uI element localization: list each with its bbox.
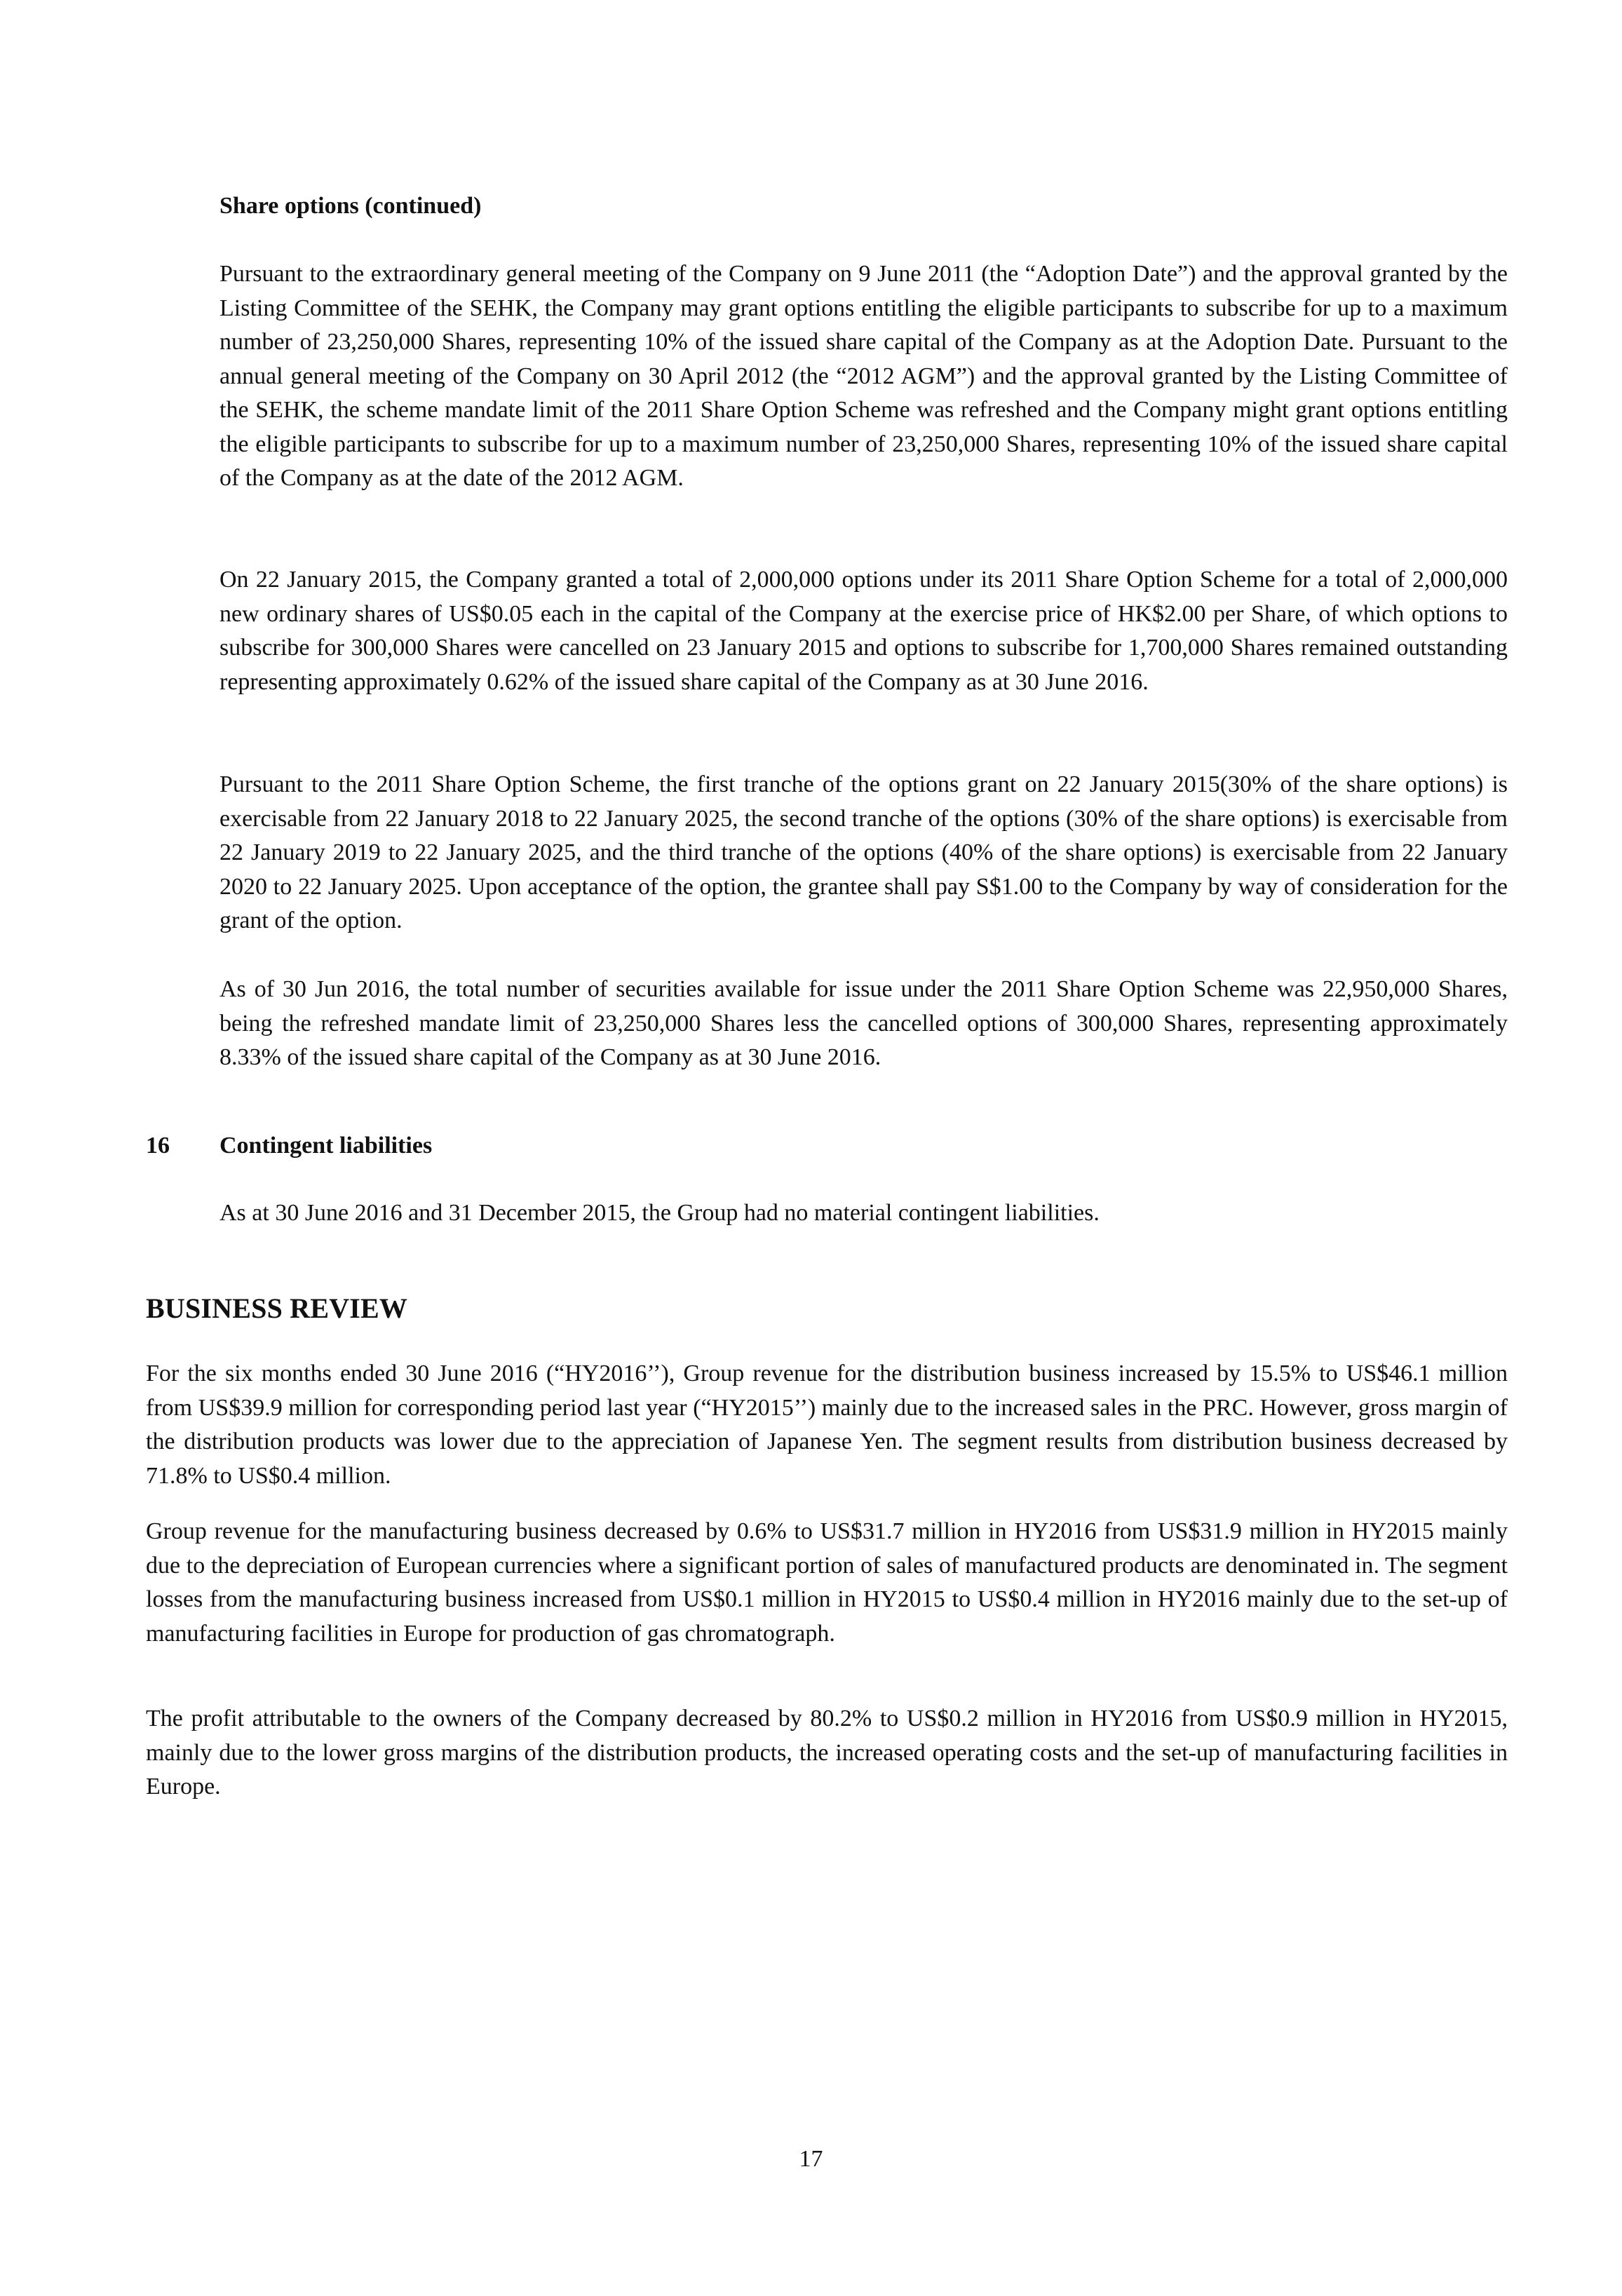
business-review-paragraph-3: The profit attributable to the owners of the Company decreased by 80.2% to US$0.2 million in HY2016 from US$0.9 million in HY2015, mainly due to the lower gross margins of the distribution products, the increased operating costs and the set-up of manufacturing facilities in Europe. <box>146 1706 1508 1799</box>
business-review-paragraph-2: Group revenue for the manufacturing business decreased by 0.6% to US$31.7 million in HY2016 from US$31.9 million in HY2015 mainly due to the depreciation of European currencies where a significant portion of sales of manufactured products are denominated in. The segment losses from the manufacturing business increased from US$0.1 million in HY2015 to US$0.4 million in HY2016 mainly due to the set-up of manufacturing facilities in Europe for production of gas chromatograph. <box>146 1518 1508 1647</box>
share-options-paragraph-4: As of 30 Jun 2016, the total number of securities available for issue under the 2011 Share Option Scheme was 22,950,000 Shares, being the refreshed mandate limit of 23,250,000 Shares less the cancelled options of 300,000 Shares, representing approximately 8.33% of the issued share capital of the Company as at 30 June 2016. <box>219 976 1508 1070</box>
business-review-heading: BUSINESS REVIEW <box>146 1292 408 1324</box>
page-number: 17 <box>799 2146 823 2172</box>
share-options-paragraph-3: Pursuant to the 2011 Share Option Scheme, the first tranche of the options grant on 22 January 2015(30% of the share options) is exercisable from 22 January 2018 to 22 January 2025, the second tranche of the options (30% of the share options) is exercisable from 22 January 2019 to 22 January 2025, and the third tranche of the options (40% of the share options) is exercisable from 22 January 2020 to 22 January 2025. Upon acceptance of the option, the grantee shall pay S$1.00 to the Company by way of consideration for the grant of the option. <box>219 771 1508 933</box>
share-options-paragraph-2: On 22 January 2015, the Company granted a total of 2,000,000 options under its 2011 Share Option Scheme for a total of 2,000,000 new ordinary shares of US$0.05 each in the capital of the Company at the exercise price of HK$2.00 per Share, of which options to subscribe for 300,000 Shares were cancelled on 23 January 2015 and options to subscribe for 1,700,000 Shares remained outstanding representing approximately 0.62% of the issued share capital of the Company as at 30 June 2016. <box>219 567 1508 695</box>
business-review-paragraph-1: For the six months ended 30 June 2016 (“HY2016’’), Group revenue for the distribution business increased by 15.5% to US$46.1 million from US$39.9 million for corresponding period last year (“HY2015’’) mainly due to the increased sales in the PRC. However, gross margin of the distribution products was lower due to the appreciation of Japanese Yen. The segment results from distribution business decreased by 71.8% to US$0.4 million. <box>146 1360 1508 1489</box>
note-number: 16 <box>146 1133 170 1159</box>
share-options-paragraph-1: Pursuant to the extraordinary general meeting of the Company on 9 June 2011 (the “Adoption Date”) and the approval granted by the Listing Committee of the SEHK, the Company may grant options entitling the eligible participants to subscribe for up to a maximum number of 23,250,000 Shares, representing 10% of the issued share capital of the Company as at the Adoption Date. Pursuant to the annual general meeting of the Company on 30 April 2012 (the “2012 AGM”) and the approval granted by the Listing Committee of the SEHK, the scheme mandate limit of the 2011 Share Option Scheme was refreshed and the Company might grant options entitling the eligible participants to subscribe for up to a maximum number of 23,250,000 Shares, representing 10% of the issued share capital of the Company as at the date of the 2012 AGM. <box>219 261 1508 491</box>
contingent-liabilities-heading: Contingent liabilities <box>219 1133 433 1159</box>
share-options-heading: Share options (continued) <box>219 193 482 219</box>
contingent-liabilities-text: As at 30 June 2016 and 31 December 2015, the Group had no material contingent liabilities. <box>219 1200 1100 1226</box>
